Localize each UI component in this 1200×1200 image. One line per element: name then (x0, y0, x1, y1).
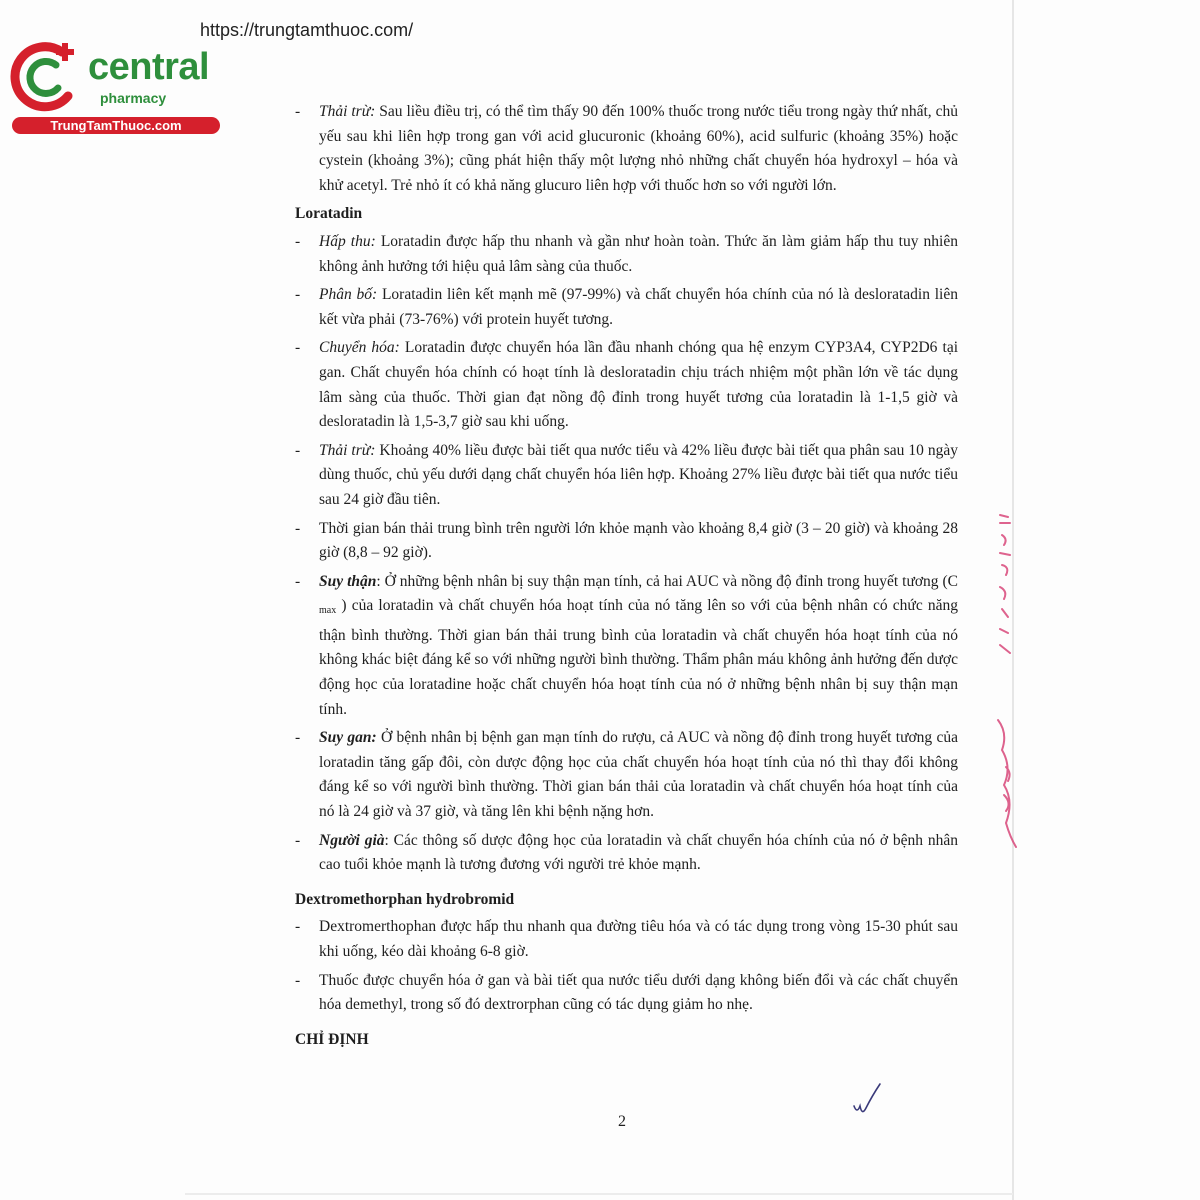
item-label: Thải trừ: (319, 441, 376, 459)
item-text: Dextromerthophan được hấp thu nhanh qua đường tiêu hóa và có tác dụng trong vòng 15-30 phút sau khi uống, kéo dài khoảng 6-8 giờ. (319, 918, 958, 960)
item-label: Suy thận (319, 572, 377, 590)
item-text: Sau liều điều trị, có thể tìm thấy 90 đến 100% thuốc trong nước tiểu trong ngày thứ nhất, chủ yếu sau khi liên hợp trong gan với acid glucuronic (khoảng 60%), acid sulfuric (khoảng 35%) hoặc cystein (khoảng 3%); cũng phát hiện thấy một lượng nhỏ những chất chuyển hóa hydroxyl – hóa và khử acetyl. Trẻ nhỏ ít có khả năng glucuro liên hợp với thuốc hơn so với người lớn. (319, 103, 958, 194)
bullet-dash: - (295, 729, 301, 747)
page-bottom-line (185, 1193, 1013, 1195)
stamp-marks-icon (986, 505, 1020, 855)
cmax-subscript: max (319, 605, 337, 617)
section-title-indication: CHỈ ĐỊNH (295, 1030, 369, 1048)
loratadin-absorption-item (295, 230, 958, 279)
dextromethorphan-metabolism-item (295, 969, 958, 1018)
bullet-dash: - (295, 339, 301, 357)
item-text: Khoảng 40% liều được bài tiết qua nước tiểu và 42% liều được bài tiết qua phân sau 10 ngày dùng thuốc, chủ yếu dưới dạng chất chuyển hóa liên hợp. Khoảng 27% liều được bài tiết qua nước tiểu sau 24 giờ đầu tiên. (319, 441, 959, 508)
item-text: Thời gian bán thải trung bình trên người lớn khỏe mạnh vào khoảng 8,4 giờ (3 – 20 giờ) và khoảng 28 giờ (8,8 – 92 giờ). (319, 519, 958, 562)
logo-wordmark: central (88, 46, 210, 88)
page-number: 2 (618, 1113, 626, 1130)
item-text: Thuốc được chuyển hóa ở gan và bài tiết qua nước tiểu dưới dạng không biến đổi và các chất chuyển hóa demethyl, trong số đó dextrorphan cũng có tác dụng giảm ho nhẹ. (319, 971, 958, 1014)
item-text: Loratadin được chuyển hóa lần đầu nhanh chóng qua hệ enzym CYP3A4, CYP2D6 tại gan. Chất chuyển hóa chính có hoạt tính là desloratadin chịu trách nhiệm một phần lớn về tác dụng lâm sàng của thuốc. Thời gian đạt nồng độ đỉnh trong huyết tương của loratadin là 1-1,5 giờ và desloratadin là 1,5-3,7 giờ sau khi uống. (319, 339, 959, 431)
bullet-dash: - (295, 918, 301, 936)
item-text: : Các thông số dược động học của loratadin và chất chuyển hóa chính của nó ở bệnh nhân cao tuổi khỏe mạnh là tương đương với người trẻ khỏe mạnh. (319, 831, 958, 874)
item-text: : Ở những bệnh nhân bị suy thận mạn tính, cả hai AUC và nồng độ đỉnh trong huyết tương (C (376, 572, 959, 590)
loratadin-hepatic-item (295, 726, 958, 824)
loratadin-half-life-item (295, 517, 958, 566)
central-pharmacy-logo[interactable] (10, 38, 220, 138)
item-text: Loratadin liên kết mạnh mẽ (97-99%) và chất chuyển hóa chính của nó là desloratadin liên kết vừa phải (73-76%) với protein huyết tương. (319, 286, 958, 328)
item-label: Phân bố: (319, 286, 378, 304)
loratadin-renal-item (295, 570, 958, 723)
logo-badge: TrungTamThuoc.com (12, 117, 220, 134)
bullet-dash: - (295, 441, 301, 459)
loratadin-elimination-item (295, 439, 958, 513)
loratadin-elderly-item (295, 829, 958, 878)
logo-c-cross-icon (10, 38, 90, 116)
bullet-dash: - (295, 572, 301, 590)
logo-subtitle: pharmacy (100, 90, 167, 106)
bullet-dash: - (295, 232, 301, 250)
bullet-dash: - (295, 519, 301, 537)
item-label: Hấp thu: (319, 232, 376, 250)
item-label: Thải trừ: (319, 103, 376, 120)
dextromethorphan-absorption-item (295, 915, 958, 964)
item-label: Suy gan: (319, 729, 377, 747)
item-text: ) của loratadin và chất chuyển hóa hoạt tính của nó tăng lên so với của bệnh nhân có chức năng thận bình thường. Thời gian bán thải trung bình của loratadin và chất chuyển hóa hoạt tính của nó không khác biệt đáng kể so với những người bình thường. Thẩm phân máu không ảnh hưởng đến dược động học của loratadine hoặc chất chuyển hóa hoạt tính của nó ở những bệnh nhân bị suy thận mạn tính. (319, 597, 959, 718)
item-text: Loratadin được hấp thu nhanh và gần như hoàn toàn. Thức ăn làm giảm hấp thu tuy nhiên không ảnh hưởng tới hiệu quả lâm sàng của thuốc. (319, 232, 958, 275)
bullet-dash: - (295, 286, 301, 304)
section-title-loratadin: Loratadin (295, 205, 363, 223)
item-label: Chuyển hóa: (319, 339, 400, 357)
paracetamol-elimination-item (295, 100, 958, 198)
section-title-dextromethorphan: Dextromethorphan hydrobromid (295, 890, 515, 908)
initials-signature-icon (850, 1080, 890, 1120)
bullet-dash: - (295, 831, 301, 849)
loratadin-distribution-item (295, 283, 958, 332)
document-body (295, 100, 958, 1055)
bullet-dash: - (295, 103, 301, 120)
item-text: Ở bệnh nhân bị bệnh gan mạn tính do rượu, cả AUC và nồng độ đỉnh trong huyết tương của loratadin tăng gấp đôi, còn dược động học của chất chuyển hóa hoạt tính của nó thì thay đổi không đáng kể so với người bình thường. Thời gian bán thải của loratadin và chất chuyển hóa hoạt tính của nó là 24 giờ và 37 giờ, và tăng lên khi bệnh nặng hơn. (319, 729, 958, 821)
bullet-dash: - (295, 971, 301, 989)
loratadin-metabolism-item (295, 336, 958, 434)
item-label: Người già (319, 831, 385, 849)
source-url[interactable]: https://trungtamthuoc.com/ (200, 20, 414, 40)
